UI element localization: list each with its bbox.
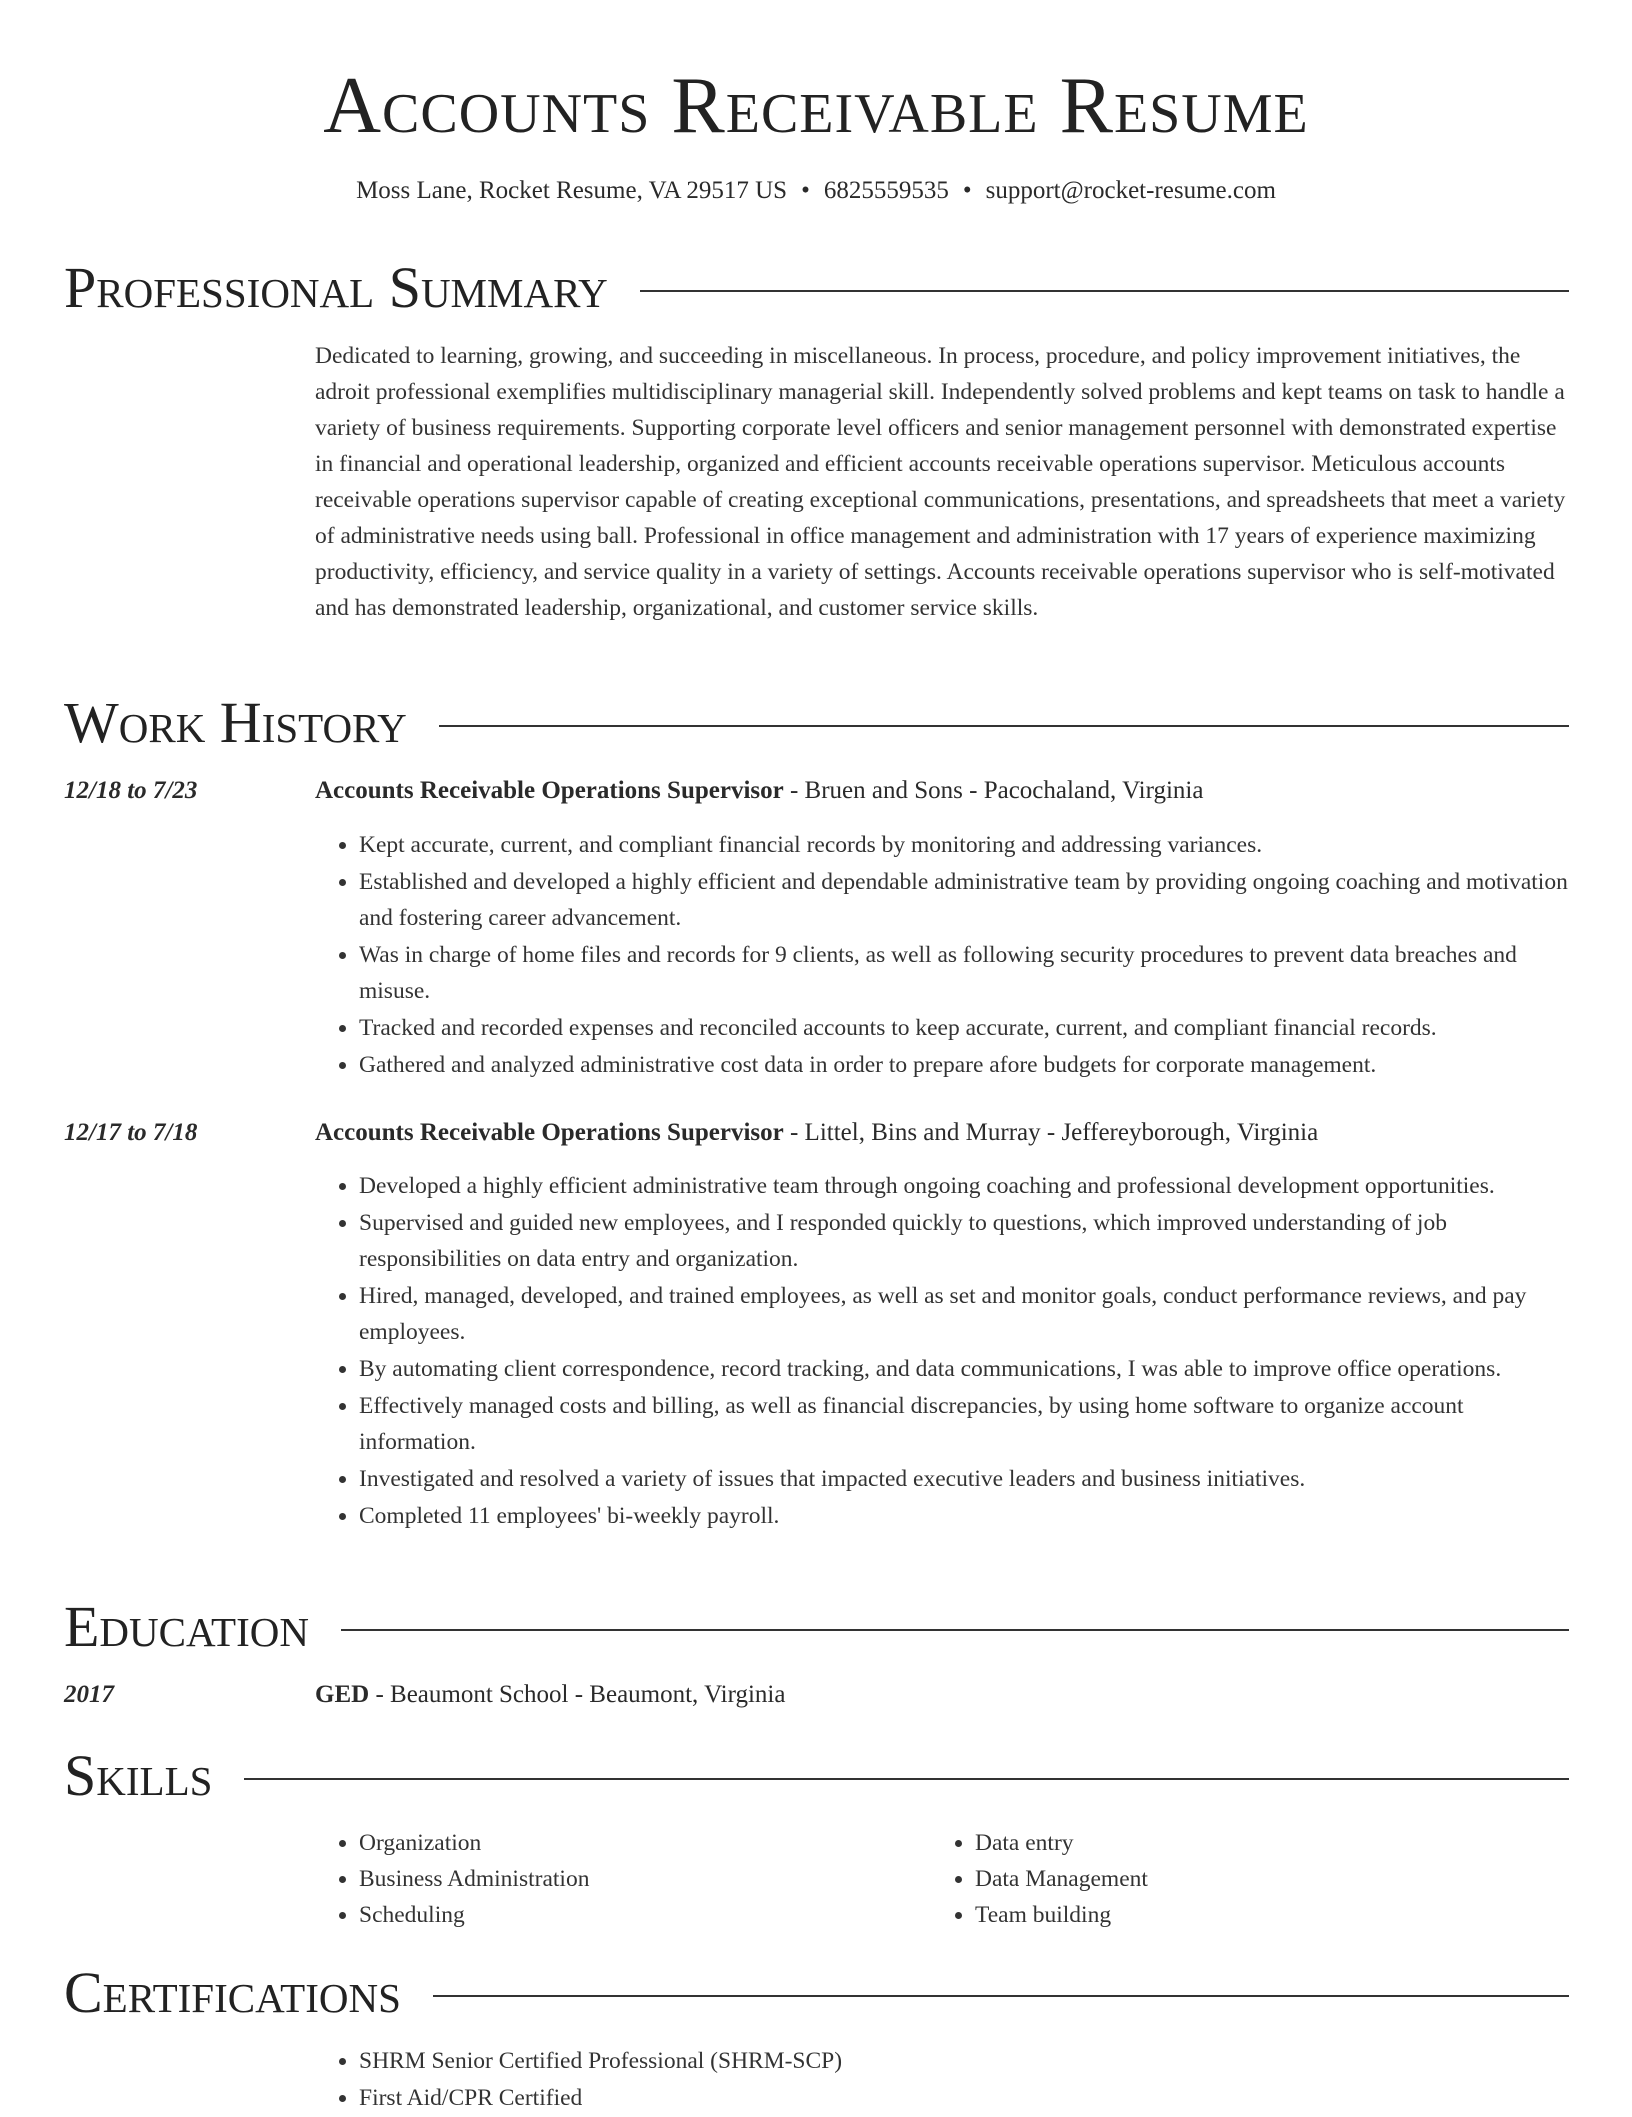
section-heading: Professional Summary xyxy=(64,255,608,320)
section-rule xyxy=(433,1995,1569,1997)
list-item: • Gathered and analyzed administrative cost data in order to prepare afore budgets for corporate management. xyxy=(359,1047,1569,1083)
skill-item: • Data Management xyxy=(975,1861,1531,1897)
certifications-list xyxy=(315,2043,1569,2117)
skill-item: • Organization xyxy=(359,1825,915,1861)
job-details: - Littel, Bins and Murray - Jeffereyborough, Virginia xyxy=(783,1119,1319,1146)
skill-item: • Team building xyxy=(975,1897,1531,1933)
skills-list-left xyxy=(315,1825,915,1933)
job-details: - Bruen and Sons - Pacochaland, Virginia xyxy=(783,777,1204,804)
list-item: • Hired, managed, developed, and trained employees, as well as set and monitor goals, conduct performance reviews, and pay employees. xyxy=(359,1278,1569,1350)
list-item: • Developed a highly efficient administrative team through ongoing coaching and professional development opportunities. xyxy=(359,1168,1569,1204)
list-item: • Established and developed a highly efficient and dependable administrative team by providing ongoing coaching and motivation and fostering career advancement. xyxy=(359,864,1569,936)
section-heading: Work History xyxy=(64,690,407,755)
job-title-line xyxy=(315,773,1569,809)
section-professional-summary xyxy=(64,253,1569,323)
section-education xyxy=(64,1592,1569,1662)
summary-text: Dedicated to learning, growing, and succeeding in miscellaneous. In process, procedure, and policy improvement initiatives, the adroit professional exemplifies multidisciplinary managerial skill. Independently solved problems and kept teams on task to handle a variety of business requirements. Supporting corporate level officers and senior management personnel with demonstrated expertise in financial and operational leadership, organized and efficient accounts receivable operations supervisor. Meticulous accounts receivable operations supervisor capable of creating exceptional communications, presentations, and spreadsheets that meet a variety of administrative needs using ball. Professional in office management and administration with 17 years of experience maximizing productivity, efficiency, and service quality in a variety of settings. Accounts receivable operations supervisor who is self-motivated and has demonstrated leadership, organizational, and customer service skills. xyxy=(315,343,1566,621)
job-dates: 12/17 to 7/18 xyxy=(64,1119,198,1146)
list-item: • Supervised and guided new employees, and I responded quickly to questions, which improved understanding of job responsibilities on data entry and organization. xyxy=(359,1205,1569,1277)
contact-separator: • xyxy=(801,177,810,204)
education-year: 2017 xyxy=(64,1681,114,1708)
section-rule xyxy=(640,290,1569,292)
section-rule xyxy=(439,725,1569,727)
job-bullets xyxy=(315,827,1569,1084)
skill-item: • Scheduling xyxy=(359,1897,915,1933)
job-dates: 12/18 to 7/23 xyxy=(64,777,198,804)
job-position: Accounts Receivable Operations Supervisor xyxy=(315,1119,784,1146)
section-heading: Skills xyxy=(64,1743,213,1808)
section-skills xyxy=(64,1741,1569,1811)
job-title-line xyxy=(315,1115,1569,1151)
list-item: • Kept accurate, current, and compliant financial records by monitoring and addressing variances. xyxy=(359,827,1569,863)
job-position: Accounts Receivable Operations Supervisor xyxy=(315,777,784,804)
contact-phone: 6825559535 xyxy=(823,177,949,204)
list-item: • Investigated and resolved a variety of issues that impacted executive leaders and business initiatives. xyxy=(359,1461,1569,1497)
section-rule xyxy=(244,1778,1569,1780)
section-work-history xyxy=(64,688,1569,758)
contact-line xyxy=(0,173,1632,209)
skill-item: • Business Administration xyxy=(359,1861,915,1897)
contact-separator: • xyxy=(962,177,972,204)
education-title-line xyxy=(315,1677,1569,1713)
list-item: • Completed 11 employees' bi-weekly payroll. xyxy=(359,1498,1569,1534)
list-item: • Tracked and recorded expenses and reconciled accounts to keep accurate, current, and compliant financial records. xyxy=(359,1010,1569,1046)
list-item: • Effectively managed costs and billing, as well as financial discrepancies, by using home software to organize account information. xyxy=(359,1388,1569,1460)
skill-item: • Data entry xyxy=(975,1825,1531,1861)
list-item: • By automating client correspondence, record tracking, and data communications, I was able to improve office operations. xyxy=(359,1351,1569,1387)
section-heading: Education xyxy=(64,1594,309,1659)
section-rule xyxy=(341,1629,1569,1631)
resume-title: Accounts Receivable Resume xyxy=(323,62,1309,150)
certification-item: • First Aid/CPR Certified xyxy=(359,2080,1569,2116)
section-certifications xyxy=(64,1958,1569,2028)
contact-email: support@rocket-resume.com xyxy=(985,177,1276,204)
section-heading: Certifications xyxy=(64,1960,401,2025)
job-bullets xyxy=(315,1168,1569,1535)
contact-address: Moss Lane, Rocket Resume, VA 29517 US xyxy=(356,177,788,204)
education-degree: GED xyxy=(315,1681,370,1708)
skills-list-right xyxy=(931,1825,1531,1933)
education-details: - Beaumont School - Beaumont, Virginia xyxy=(369,1681,786,1708)
certification-item: • SHRM Senior Certified Professional (SHRM-SCP) xyxy=(359,2043,1569,2079)
list-item: • Was in charge of home files and records for 9 clients, as well as following security procedures to prevent data breaches and misuse. xyxy=(359,937,1569,1009)
